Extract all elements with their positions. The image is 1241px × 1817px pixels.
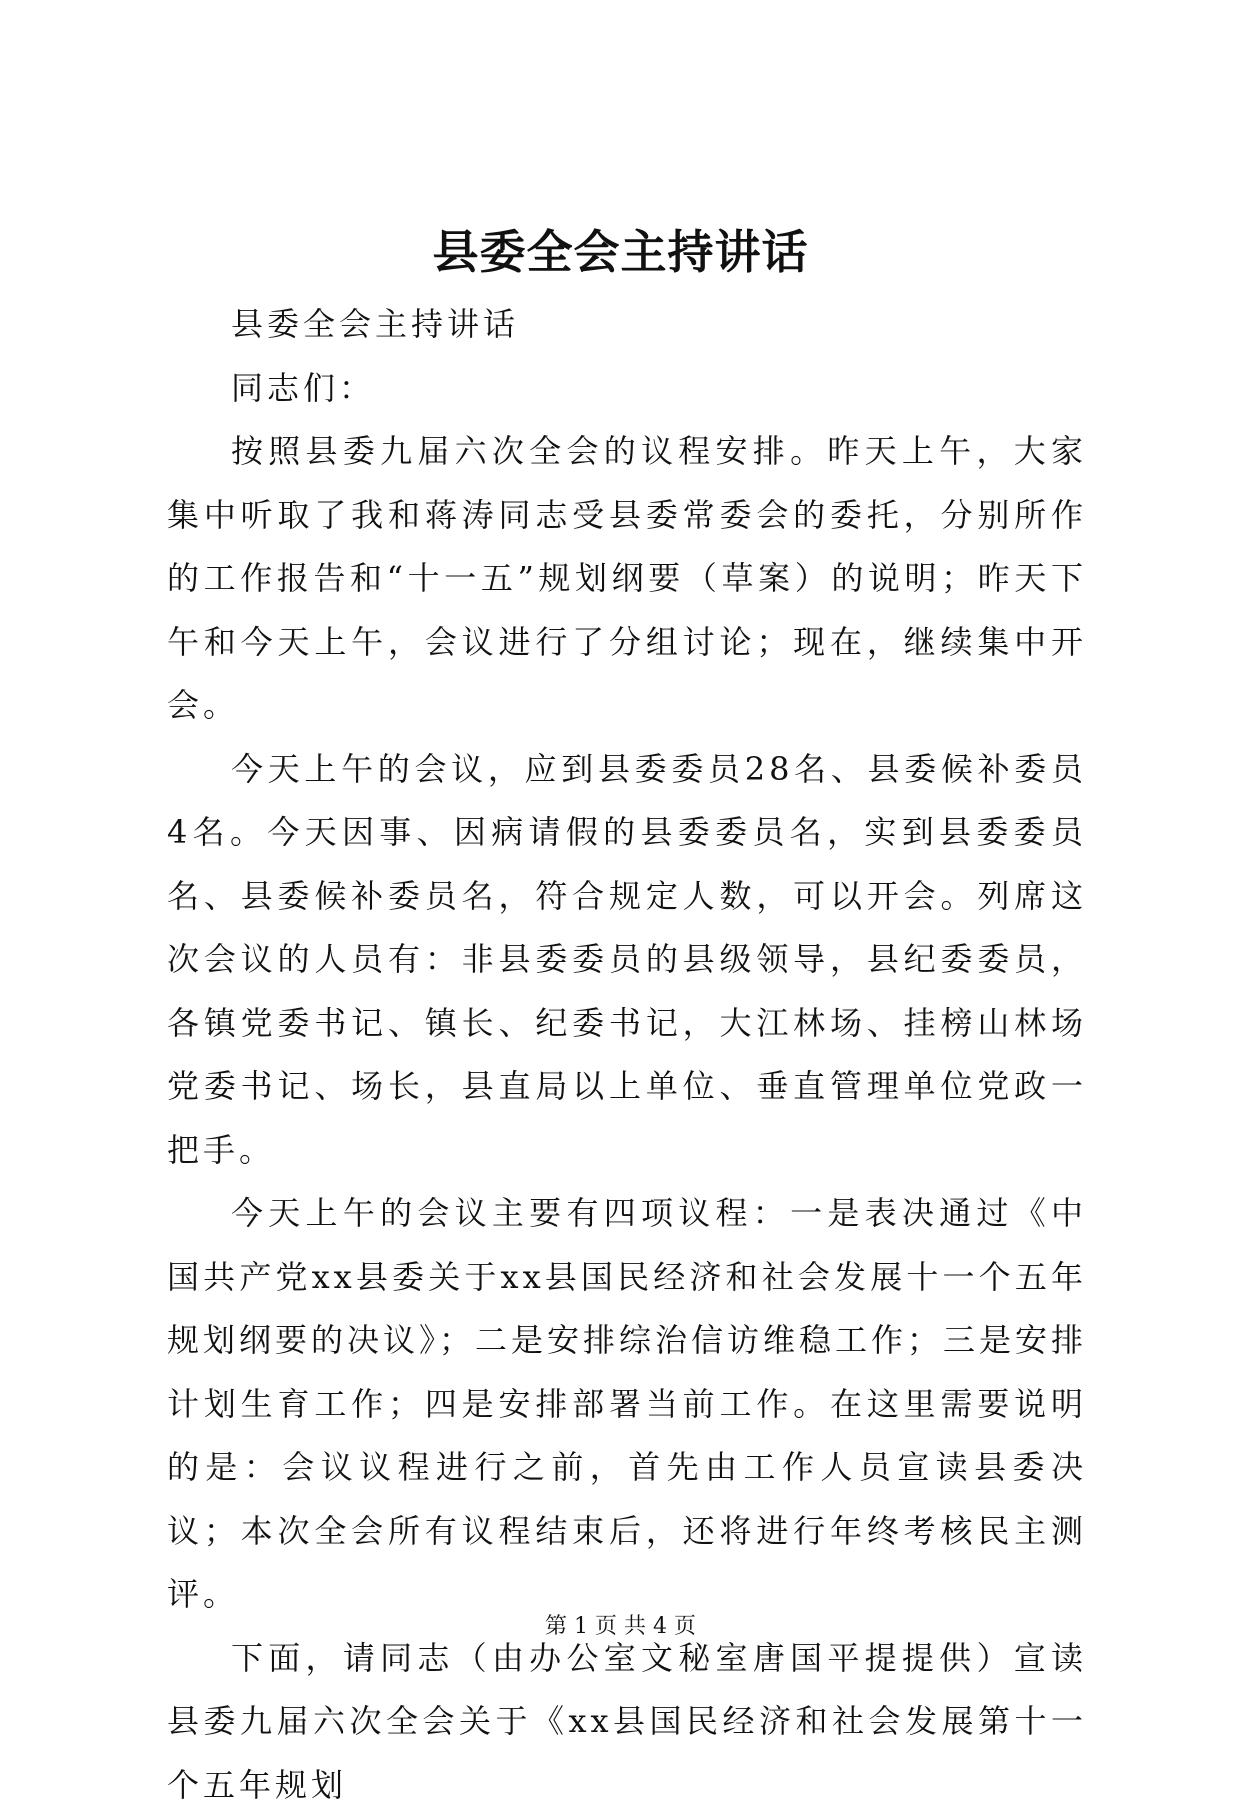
body-paragraph: 今天上午的会议主要有四项议程：一是表决通过《中国共产党xx县委关于xx县国民经济和社会发展十一个五年规划纲要的决议》；二是安排综治信访维稳工作；三是安排计划生育工作；四是安排部署当前工作。在这里需要说明的是：会议议程进行之前，首先由工作人员宣读县委决议；本次全会所有议程结束后，还将进行年终考核民主测评。 bbox=[167, 1182, 1087, 1627]
body-paragraph: 下面，请同志（由办公室文秘室唐国平提提供）宣读县委九届六次全会关于《xx县国民经济和社会发展第十一个五年规划 bbox=[167, 1627, 1087, 1817]
body-paragraph: 今天上午的会议，应到县委委员28名、县委候补委员4名。今天因事、因病请假的县委委员名，实到县委委员名、县委候补委员名，符合规定人数，可以开会。列席这次会议的人员有：非县委委员的县级领导，县纪委委员，各镇党委书记、镇长、纪委书记，大江林场、挂榜山林场党委书记、场长，县直局以上单位、垂直管理单位党政一把手。 bbox=[167, 738, 1087, 1183]
body-paragraph: 县委全会主持讲话 bbox=[167, 293, 1087, 357]
document-body bbox=[167, 293, 1087, 1817]
document-title: 县委全会主持讲话 bbox=[0, 222, 1241, 282]
body-paragraph: 按照县委九届六次全会的议程安排。昨天上午，大家集中听取了我和蒋涛同志受县委常委会的委托，分别所作的工作报告和“十一五”规划纲要（草案）的说明；昨天下午和今天上午，会议进行了分组讨论；现在，继续集中开会。 bbox=[167, 420, 1087, 738]
body-paragraph: 同志们： bbox=[167, 357, 1087, 421]
page-number-footer: 第 1 页 共 4 页 bbox=[0, 1612, 1241, 1642]
